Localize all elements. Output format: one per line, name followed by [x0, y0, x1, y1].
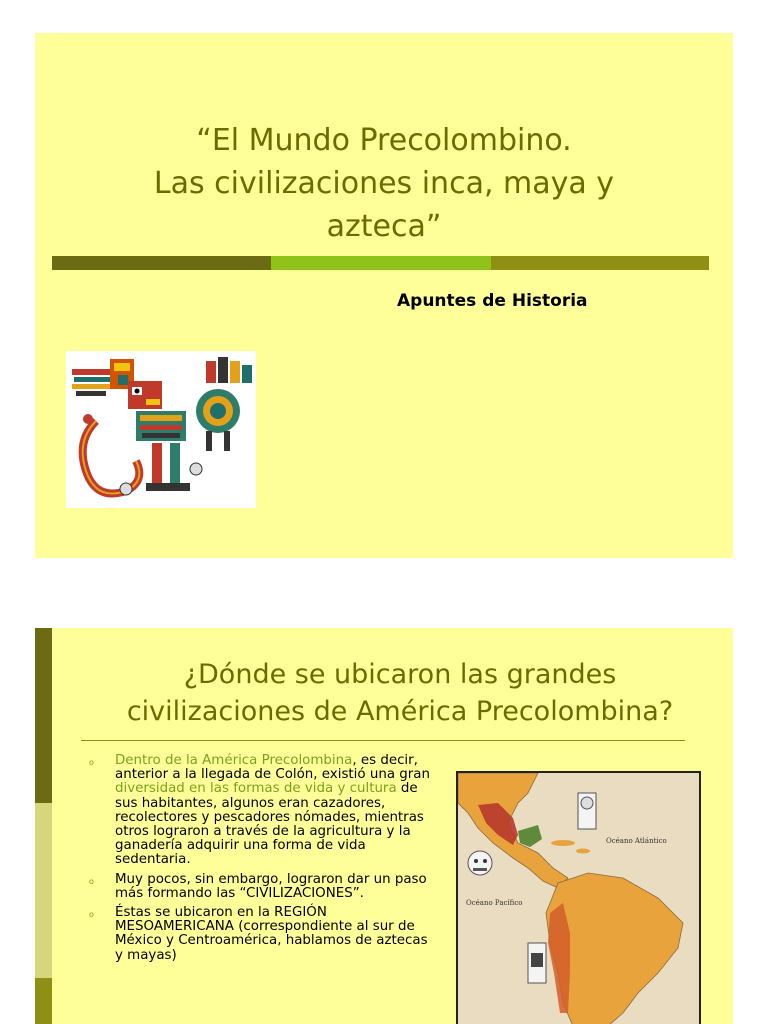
- title-line-2: Las civilizaciones inca, maya y: [153, 166, 615, 201]
- title-line-1: ¿Dónde se ubicaron las grandes: [183, 659, 617, 690]
- list-item: [89, 873, 434, 901]
- title-underline: [81, 740, 685, 741]
- bullet-icon: o: [89, 876, 94, 886]
- slide-title: [75, 656, 725, 730]
- list-item: [89, 754, 434, 868]
- title-line-2: civilizaciones de América Precolombina?: [126, 696, 674, 727]
- slide-subtitle: Apuntes de Historia: [397, 291, 588, 311]
- divider-segment: [491, 256, 709, 270]
- bullet-icon: o: [89, 758, 94, 767]
- aztec-deity-image: [66, 351, 256, 508]
- bullet-text: Muy pocos, sin embargo, lograron dar un paso más formando las “CIVILIZACIONES”.: [115, 871, 427, 901]
- map-label-pacific: Océano Pacífico: [466, 899, 523, 907]
- bullet-text: , es decir, anterior a la llegada de Colón, existió una gran: [115, 753, 430, 783]
- bullet-text: de sus habitantes, algunos eran cazadores, recolectores y pescadores nómades, mientras otros lograron a través de la agricultura y la ganadería adquirir una forma de vida sedentaria.: [115, 781, 424, 868]
- bullet-list: [89, 754, 434, 968]
- title-slide: [35, 33, 733, 558]
- sidebar-accent: [35, 628, 52, 803]
- slide-title: [75, 119, 693, 248]
- highlight-text: diversidad en las formas de vida y cultura: [115, 781, 397, 797]
- list-item: [89, 906, 434, 963]
- divider-segment: [52, 256, 271, 270]
- map-label-atlantic: Océano Atlántico: [606, 837, 667, 845]
- highlight-text: Dentro de la América Precolombina: [115, 753, 353, 768]
- america-map-image: [456, 771, 701, 1024]
- bullet-text: Éstas se ubicaron en la REGIÓN MESOAMERICANA (correspondiente al sur de México y Centroamérica, hablamos de aztecas y mayas): [115, 905, 428, 963]
- sidebar-accent: [35, 803, 52, 978]
- title-line-3: azteca”: [326, 209, 442, 244]
- content-slide: [35, 628, 733, 1024]
- title-line-1: “El Mundo Precolombino.: [196, 123, 572, 158]
- sidebar-accent: [35, 978, 52, 1024]
- divider-segment: [271, 256, 491, 270]
- bullet-icon: o: [89, 910, 94, 920]
